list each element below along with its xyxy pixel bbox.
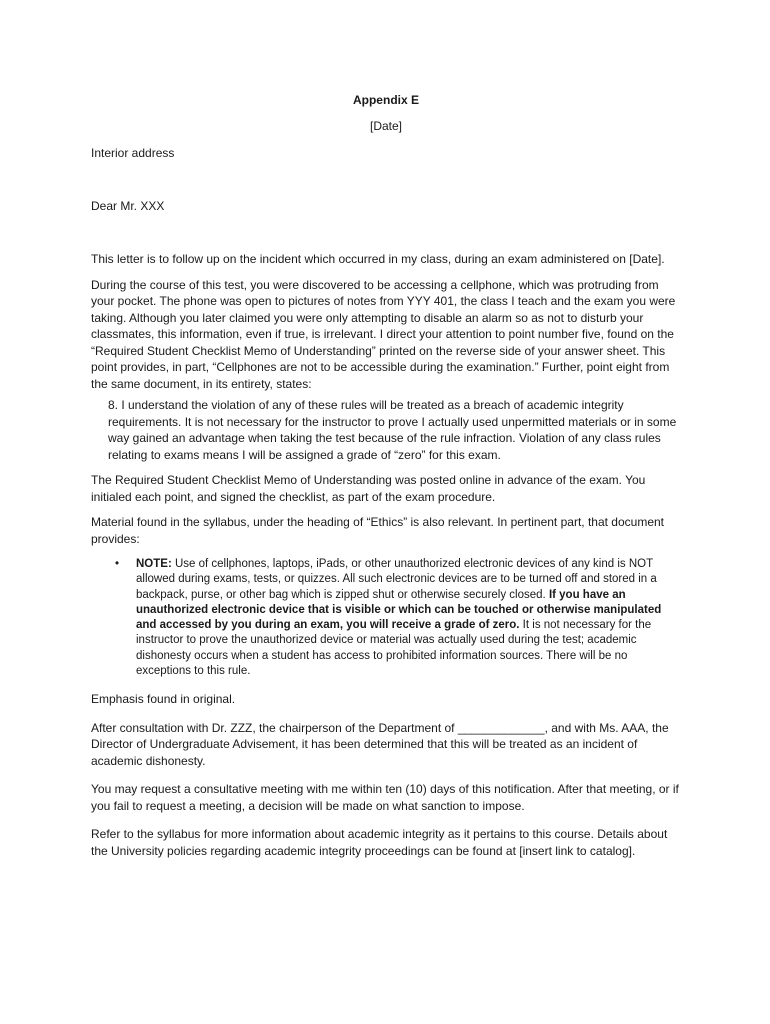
note-label: NOTE: [136, 558, 172, 570]
syllabus-excerpt-list [91, 557, 681, 679]
appendix-heading: Appendix E [352, 93, 419, 107]
list-item [91, 557, 681, 679]
paragraph-checklist: The Required Student Checklist Memo of Understanding was posted online in advance of the exam. You initialed each point, and signed the checklist, as part of the exam procedure. [91, 473, 646, 504]
note-bold-text: If you have an unauthorized electronic device that is visible or which can be touched or otherwise manipulated and accessed by you during an exam, you will receive a grade of zero. [136, 588, 662, 632]
paragraph-incident: This letter is to follow up on the incident which occurred in my class, during an exam administered on [Date]. [91, 252, 665, 266]
note-text-start: Use of cellphones, laptops, iPads, or other unauthorized electronic devices of any kind is NOT allowed during exams, tests, or quizzes. All such electronic devices are to be turned off and stored in a backpack, purse, or other bag which is zipped shut or otherwise securely closed. [136, 558, 657, 601]
paragraph-determination: After consultation with Dr. ZZZ, the chairperson of the Department of _____________, and with Ms. AAA, the Director of Undergraduate Advisement, it has been determined that this will be treated as an incident of academic dishonesty. [91, 720, 669, 768]
note-text-end: It is not necessary for the instructor to prove the unauthorized device or material was actually used during the test; academic dishonesty occurs when a student has access to prohibited information sources. There will be no exceptions to this rule. [136, 619, 652, 678]
letter-body [91, 92, 681, 859]
salutation: Dear Mr. XXX [91, 198, 165, 213]
paragraph-meeting: You may request a consultative meeting with me within ten (10) days of this notification. After that meeting, or if you fail to request a meeting, a decision will be made on what sanction to impose. [91, 782, 679, 813]
letter-date: [Date] [369, 118, 402, 133]
paragraph-syllabus: Material found in the syllabus, under the heading of “Ethics” is also relevant. In pertinent part, that document provides: [91, 515, 664, 546]
bullet-icon: • [115, 558, 120, 570]
quoted-rule-eight: 8. I understand the violation of any of these rules will be treated as a breach of academic integrity requirements. It is not necessary for the instructor to prove I actually used unpermitted materials or in some way gained an advantage when taking the test because of the rule infraction. Violation of any class rules relating to exams means I will be assigned a grade of “zero” for this exam. [108, 398, 677, 462]
emphasis-note: Emphasis found in original. [91, 692, 236, 707]
paragraph-discovery: During the course of this test, you were discovered to be accessing a cellphone, which was protruding from your pocket. The phone was open to pictures of notes from YYY 401, the class I teach and the exam you were taking. Although you later claimed you were only attempting to disable an alarm so as not to disturb your classmates, this information, even if true, is irrelevant. I direct your attention to point number five, found on the “Required Student Checklist Memo of Understanding” printed on the reverse side of your answer sheet. This point provides, in part, “Cellphones are not to be accessible during the examination.” Further, point eight from the same document, in its entirety, states: [91, 277, 676, 391]
paragraph-references: Refer to the syllabus for more information about academic integrity as it pertains to this course. Details about the University policies regarding academic integrity proceedings can be found at [insert link to catalog]. [91, 827, 668, 858]
interior-address: Interior address [91, 146, 175, 160]
